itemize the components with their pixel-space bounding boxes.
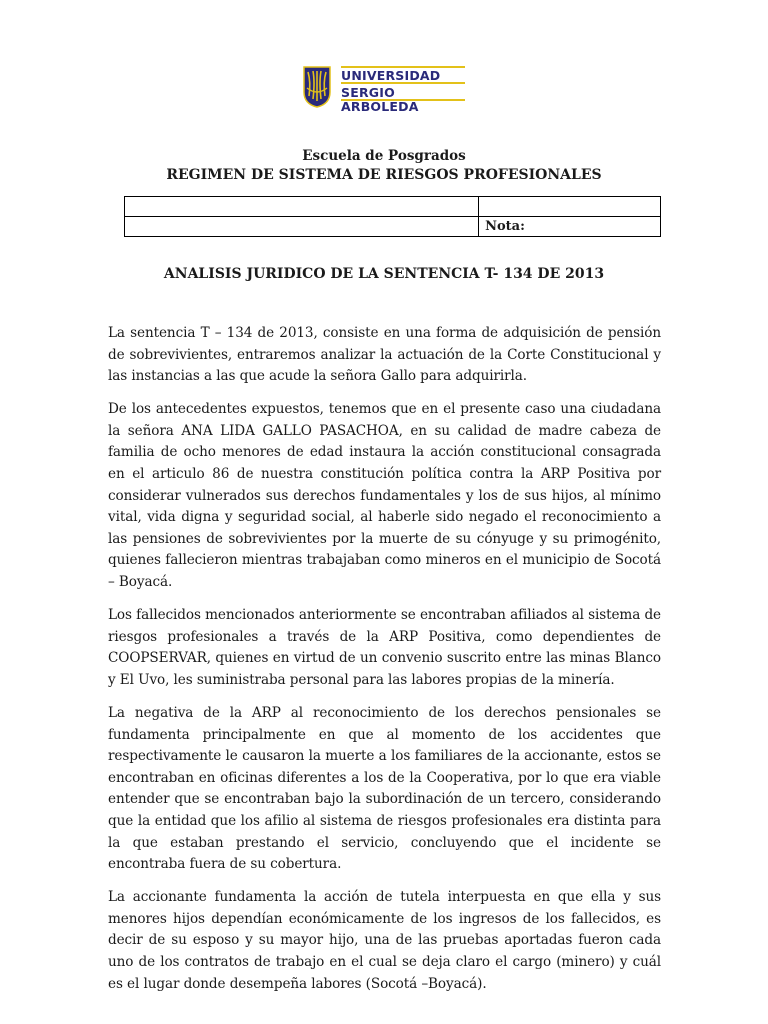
student-name-cell — [125, 197, 479, 217]
university-shield-icon — [303, 66, 331, 108]
logo-line-2: SERGIO ARBOLEDA — [341, 85, 419, 114]
blank-cell — [125, 217, 479, 237]
course-title: REGIMEN DE SISTEMA DE RIESGOS PROFESIONALES — [166, 167, 602, 183]
table-row — [125, 197, 661, 217]
paragraph: Los fallecidos mencionados anteriormente se encontraban afiliados al sistema de riesgos profesionales a través de la ARP Positiva, como dependientes de COOPSERVAR, quienes en virtud de un convenio suscrito entre las minas Blanco y El Uvo, les suministraba personal para las labores propias de la minería. — [108, 607, 661, 688]
table-row — [125, 217, 661, 237]
grade-table — [124, 196, 661, 237]
university-logo — [303, 66, 465, 114]
school-name: Escuela de Posgrados — [302, 148, 466, 164]
document-body — [108, 323, 661, 1007]
nota-label: Nota: — [479, 217, 661, 237]
paragraph: La sentencia T – 134 de 2013, consiste en una forma de adquisición de pensión de sobrevivientes, entraremos analizar la actuación de la Corte Constitucional y las instancias a las que acude la señora Gallo para adquirirla. — [108, 325, 661, 385]
paragraph: De los antecedentes expuestos, tenemos que en el presente caso una ciudadana la señora ANA LIDA GALLO PASACHOA, en su calidad de madre cabeza de familia de ocho menores de edad instaura la acción constitucional consagrada en el articulo 86 de nuestra constitución política contra la ARP Positiva por considerar vulnerados sus derechos fundamentales y los de sus hijos, al mínimo vital, vida digna y seguridad social, al haberle sido negado el reconocimiento a las pensiones de sobrevivientes por la muerte de su cónyuge y su primogénito, quienes fallecieron mientras trabajaban como mineros en el municipio de Socotá – Boyacá. — [108, 401, 661, 591]
analysis-title: ANALISIS JURIDICO DE LA SENTENCIA T- 134 DE 2013 — [163, 266, 605, 282]
logo-line-1: UNIVERSIDAD — [341, 68, 441, 83]
paragraph: La accionante fundamenta la acción de tutela interpuesta en que ella y sus menores hijos dependían económicamente de los ingresos de los fallecidos, es decir de su esposo y su mayor hijo, una de las pruebas aportadas fueron cada uno de los contratos de trabajo en el cual se deja claro el cargo (minero) y cuál es el lugar donde desempeña labores (Socotá –Boyacá). — [108, 889, 661, 992]
blank-cell — [479, 197, 661, 217]
paragraph: La negativa de la ARP al reconocimiento de los derechos pensionales se fundamenta principalmente en que al momento de los accidentes que respectivamente le causaron la muerte a los familiares de la accionante, estos se encontraban en oficinas diferentes a los de la Cooperativa, por lo que era viable entender que se encontraban bajo la subordinación de un tercero, considerando que la entidad que los afilio al sistema de riesgos profesionales era distinta para la que estaban prestando el servicio, concluyendo que el incidente se encontraba fuera de su cobertura. — [108, 705, 661, 873]
logo-wordmark — [341, 69, 465, 114]
